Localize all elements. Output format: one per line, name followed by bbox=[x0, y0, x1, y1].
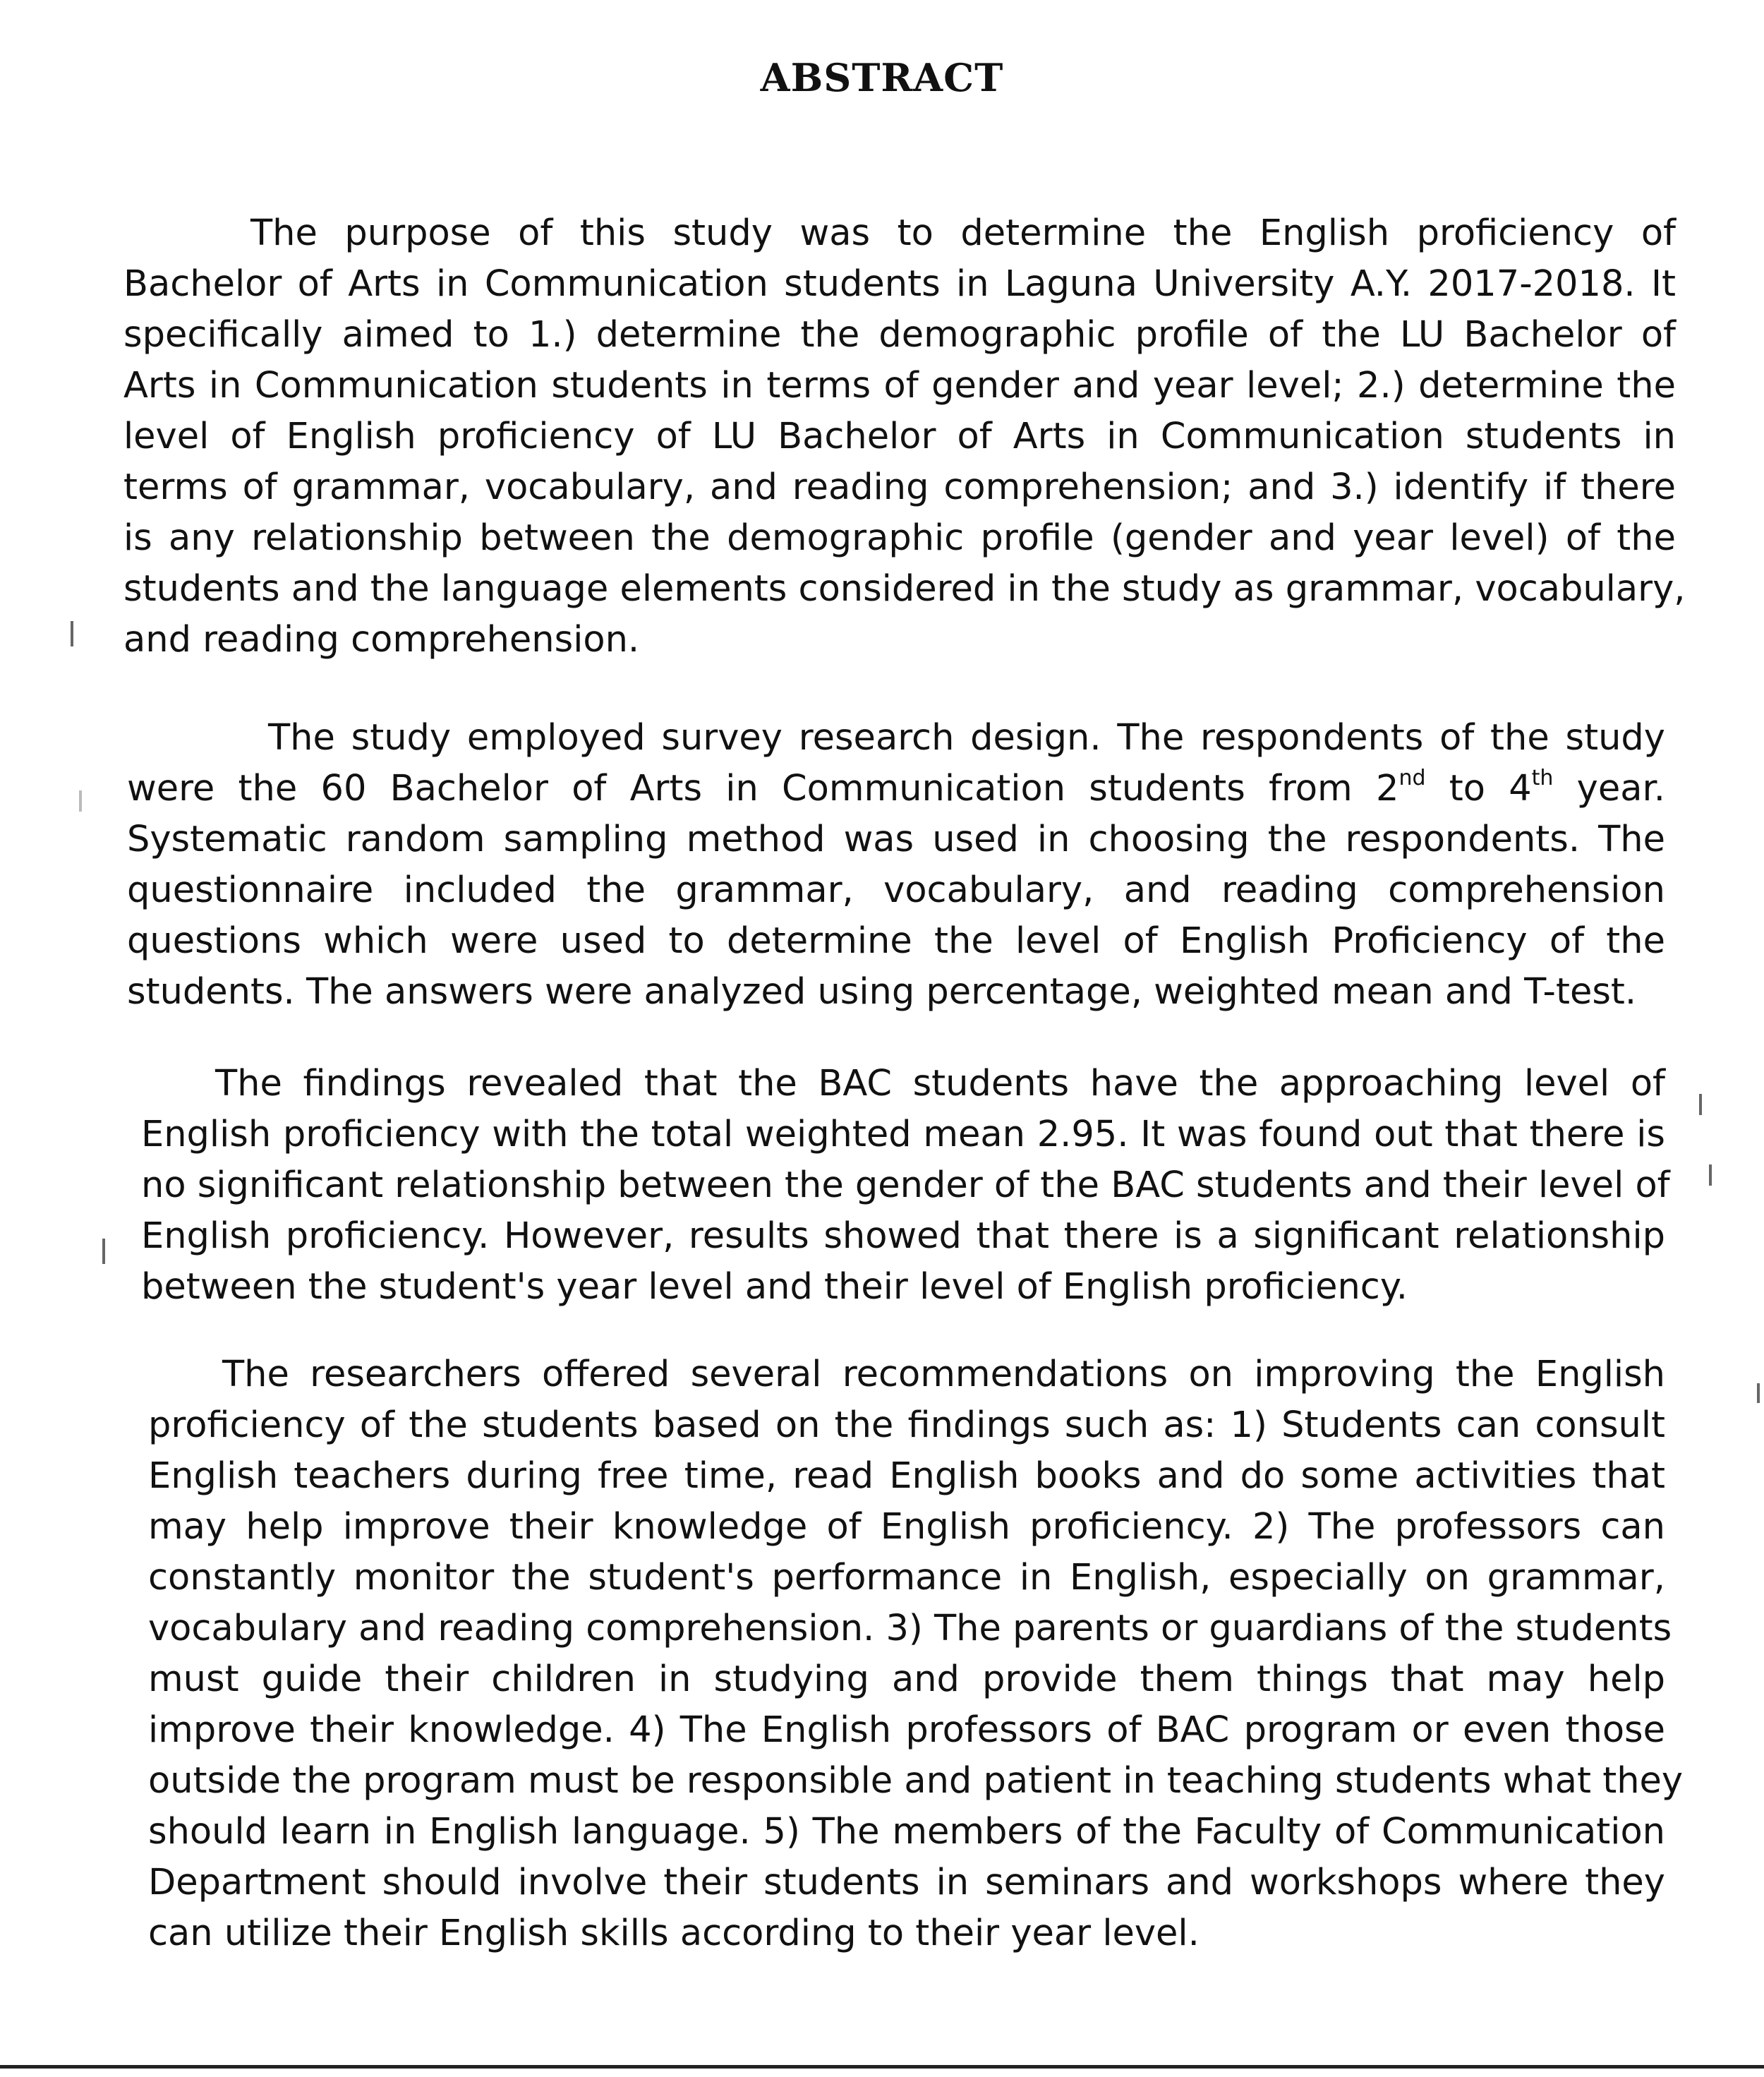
text-line: Systematic random sampling method was used in choosing the respondents. The bbox=[127, 819, 1665, 860]
text-line: questionnaire included the grammar, vocabulary, and reading comprehension bbox=[127, 869, 1665, 911]
scan-speck bbox=[102, 1239, 105, 1264]
scan-speck bbox=[1709, 1164, 1712, 1186]
text-line: English teachers during free time, read English books and do some activities that bbox=[148, 1455, 1665, 1497]
paragraph-findings bbox=[141, 1059, 1670, 1313]
scan-speck bbox=[1699, 1094, 1702, 1115]
text-line: Bachelor of Arts in Communication students in Laguna University A.Y. 2017-2018. It bbox=[123, 263, 1676, 305]
scan-speck bbox=[79, 790, 82, 812]
text-line: proficiency of the students based on the findings such as: 1) Students can consult bbox=[148, 1404, 1665, 1446]
paragraph-methodology bbox=[127, 713, 1665, 1018]
scan-speck bbox=[1757, 1383, 1760, 1403]
text-line: students and the language elements considered in the study as grammar, vocabulary, bbox=[123, 568, 1686, 610]
ordinal-suffix: nd bbox=[1398, 766, 1426, 790]
text-line: can utilize their English skills according to their year level. bbox=[148, 1913, 1200, 1954]
text-line: specifically aimed to 1.) determine the demographic profile of the LU Bachelor of bbox=[123, 314, 1676, 356]
text-segment: were the 60 Bachelor of Arts in Communication students from 2 bbox=[127, 768, 1399, 809]
text-line: The purpose of this study was to determine the English proficiency of bbox=[250, 212, 1676, 254]
text-line: questions which were used to determine the level of English Proficiency of the bbox=[127, 920, 1665, 962]
paragraph-recommendations bbox=[148, 1349, 1684, 1959]
text-segment: year. bbox=[1553, 768, 1665, 809]
text-line: The study employed survey research design. The respondents of the study bbox=[268, 717, 1665, 759]
text-line: constantly monitor the student's performance in English, especially on grammar, bbox=[148, 1557, 1665, 1599]
abstract-heading: ABSTRACT bbox=[760, 55, 1004, 100]
text-line: students. The answers were analyzed using percentage, weighted mean and T-test. bbox=[127, 971, 1637, 1013]
text-segment: to 4 bbox=[1425, 768, 1532, 809]
text-line-with-ordinals bbox=[127, 764, 1665, 814]
paragraph-purpose bbox=[123, 208, 1686, 666]
scan-speck bbox=[71, 621, 73, 646]
text-line: Department should involve their students in seminars and workshops where they bbox=[148, 1862, 1665, 1903]
text-line: English proficiency. However, results showed that there is a significant relationship bbox=[141, 1215, 1665, 1257]
text-line: The researchers offered several recommendations on improving the English bbox=[222, 1354, 1665, 1395]
text-line: level of English proficiency of LU Bachelor of Arts in Communication students in bbox=[123, 416, 1676, 457]
text-line: improve their knowledge. 4) The English professors of BAC program or even those bbox=[148, 1709, 1665, 1751]
text-line: must guide their children in studying and provide them things that may help bbox=[148, 1658, 1665, 1700]
text-line: and reading comprehension. bbox=[123, 619, 640, 661]
text-line: vocabulary and reading comprehension. 3) The parents or guardians of the students bbox=[148, 1608, 1672, 1649]
text-line: English proficiency with the total weighted mean 2.95. It was found out that there is bbox=[141, 1114, 1665, 1155]
text-line: may help improve their knowledge of English proficiency. 2) The professors can bbox=[148, 1506, 1665, 1548]
text-line: between the student's year level and their level of English proficiency. bbox=[141, 1266, 1408, 1308]
text-line: no significant relationship between the gender of the BAC students and their level of bbox=[141, 1164, 1670, 1206]
text-line: is any relationship between the demographic profile (gender and year level) of the bbox=[123, 517, 1676, 559]
bottom-border-line bbox=[0, 2065, 1764, 2069]
text-line: terms of grammar, vocabulary, and reading comprehension; and 3.) identify if there bbox=[123, 466, 1676, 508]
text-line: should learn in English language. 5) The members of the Faculty of Communication bbox=[148, 1811, 1665, 1853]
text-line: The findings revealed that the BAC students have the approaching level of bbox=[215, 1063, 1665, 1104]
text-line: outside the program must be responsible and patient in teaching students what they bbox=[148, 1760, 1684, 1802]
ordinal-suffix: th bbox=[1531, 766, 1554, 790]
text-line: Arts in Communication students in terms of gender and year level; 2.) determine the bbox=[123, 365, 1676, 407]
